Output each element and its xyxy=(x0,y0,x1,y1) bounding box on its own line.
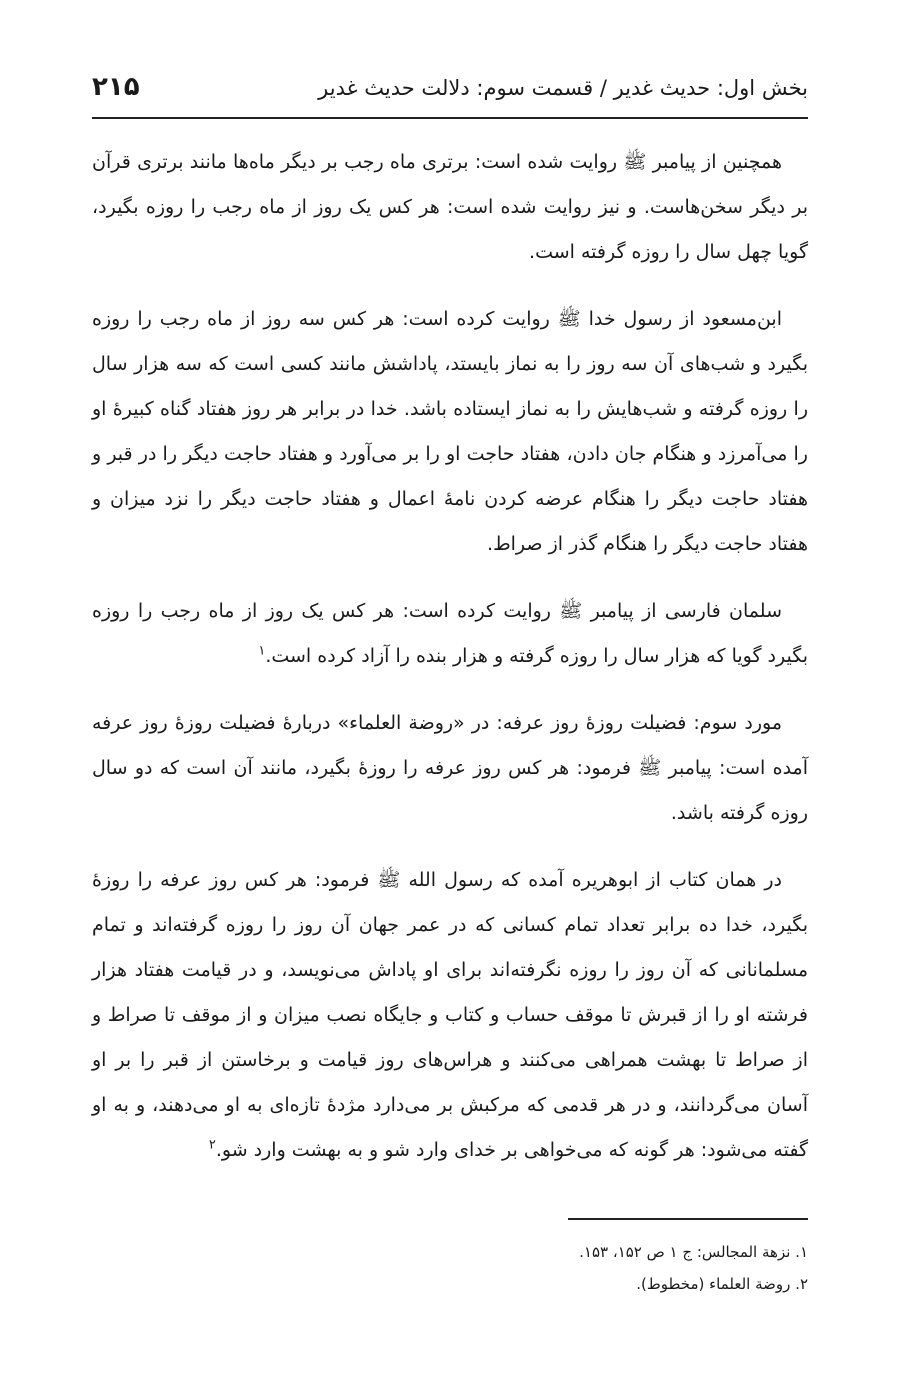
running-header xyxy=(92,72,808,112)
footnote-reference[interactable]: ۱ xyxy=(258,643,266,659)
paragraph-text: ابن‌مسعود از رسول خدا ﷺ روایت کرده است: هر کس سه روز از ماه رجب را روزه بگیرد و شب‌های آن سه روز را به نماز بایستد، پاداشش مانند کسی است که سه هزار سال را روزه گرفته و شب‌هایش را به نماز ایستاده باشد. خدا در برابر هر روز هفتاد گناه کبیرهٔ او را می‌آمرزد و هنگام جان دادن، هفتاد حاجت او را بر می‌آورد و هفتاد حاجت دیگر را در قبر و هفتاد حاجت دیگر را هنگام عرضه کردن نامهٔ اعمال و هفتاد حاجت دیگر را نزد میزان و هفتاد حاجت دیگر را هنگام گذر از صراط. xyxy=(92,308,808,555)
header-divider xyxy=(92,117,808,119)
paragraph xyxy=(92,589,808,679)
paragraph-text: همچنین از پیامبر ﷺ روایت شده است: برتری ماه رجب بر دیگر ماه‌ها مانند برتری قرآن بر دیگر سخن‌هاست. و نیز روایت شده است: هر کس یک روز از ماه رجب را روزه بگیرد، گویا چهل سال را روزه گرفته است. xyxy=(92,151,808,263)
paragraph xyxy=(92,701,808,836)
paragraph-text: سلمان فارسی از پیامبر ﷺ روایت کرده است: هر کس یک روز از ماه رجب را روزه بگیرد گویا که هزار سال را روزه گرفته و هزار بنده را آزاد کرده است. xyxy=(92,600,808,667)
paragraph-text: در همان کتاب از ابوهریره آمده که رسول الله ﷺ فرمود: هر کس روز عرفه را روزهٔ بگیرد، خدا ده برابر تعداد تمام کسانی که در عمر جهان آن روز را روزه گرفته‌اند و تمام مسلمانانی که آن روز را روزه نگرفته‌اند برای او پاداش می‌نویسد، و در قیامت هفتاد هزار فرشته او را از قبرش تا موقف حساب و کتاب و جایگاه نصب میزان و از موقف تا صراط و از صراط تا بهشت همراهی می‌کنند و هراس‌های روز قیامت و برخاستن از قبر را بر او آسان می‌گردانند، و در هر قدمی که مرکبش بر می‌دارد مژدهٔ تازه‌ای به او می‌دهند، و به او گفته می‌شود: هر گونه که می‌خواهی بر خدای وارد شو و به بهشت وارد شو. xyxy=(92,869,808,1161)
footnote-item: ۲. روضة العلماء (مخطوط). xyxy=(636,1275,808,1293)
footnotes xyxy=(92,1236,808,1300)
footnote-item: ۱. نزهة المجالس: ج ۱ ص ۱۵۲، ۱۵۳. xyxy=(579,1243,808,1261)
paragraph xyxy=(92,140,808,275)
paragraph xyxy=(92,858,808,1173)
footnote-reference[interactable]: ۲ xyxy=(208,1137,216,1153)
footnote-divider xyxy=(568,1218,808,1220)
running-title: بخش اول: حدیث غدیر / قسمت سوم: دلالت حدیث غدیر xyxy=(318,76,808,100)
paragraph-text: مورد سوم: فضیلت روزهٔ روز عرفه: در «روضة العلماء» دربارهٔ فضیلت روزهٔ روز عرفه آمده است: پیامبر ﷺ فرمود: هر کس روز عرفه را روزهٔ بگیرد، مانند آن است که دو سال روزه گرفته باشد. xyxy=(92,712,808,824)
main-text xyxy=(92,140,808,1195)
paragraph xyxy=(92,297,808,567)
page-number: ۲۱۵ xyxy=(92,72,140,102)
